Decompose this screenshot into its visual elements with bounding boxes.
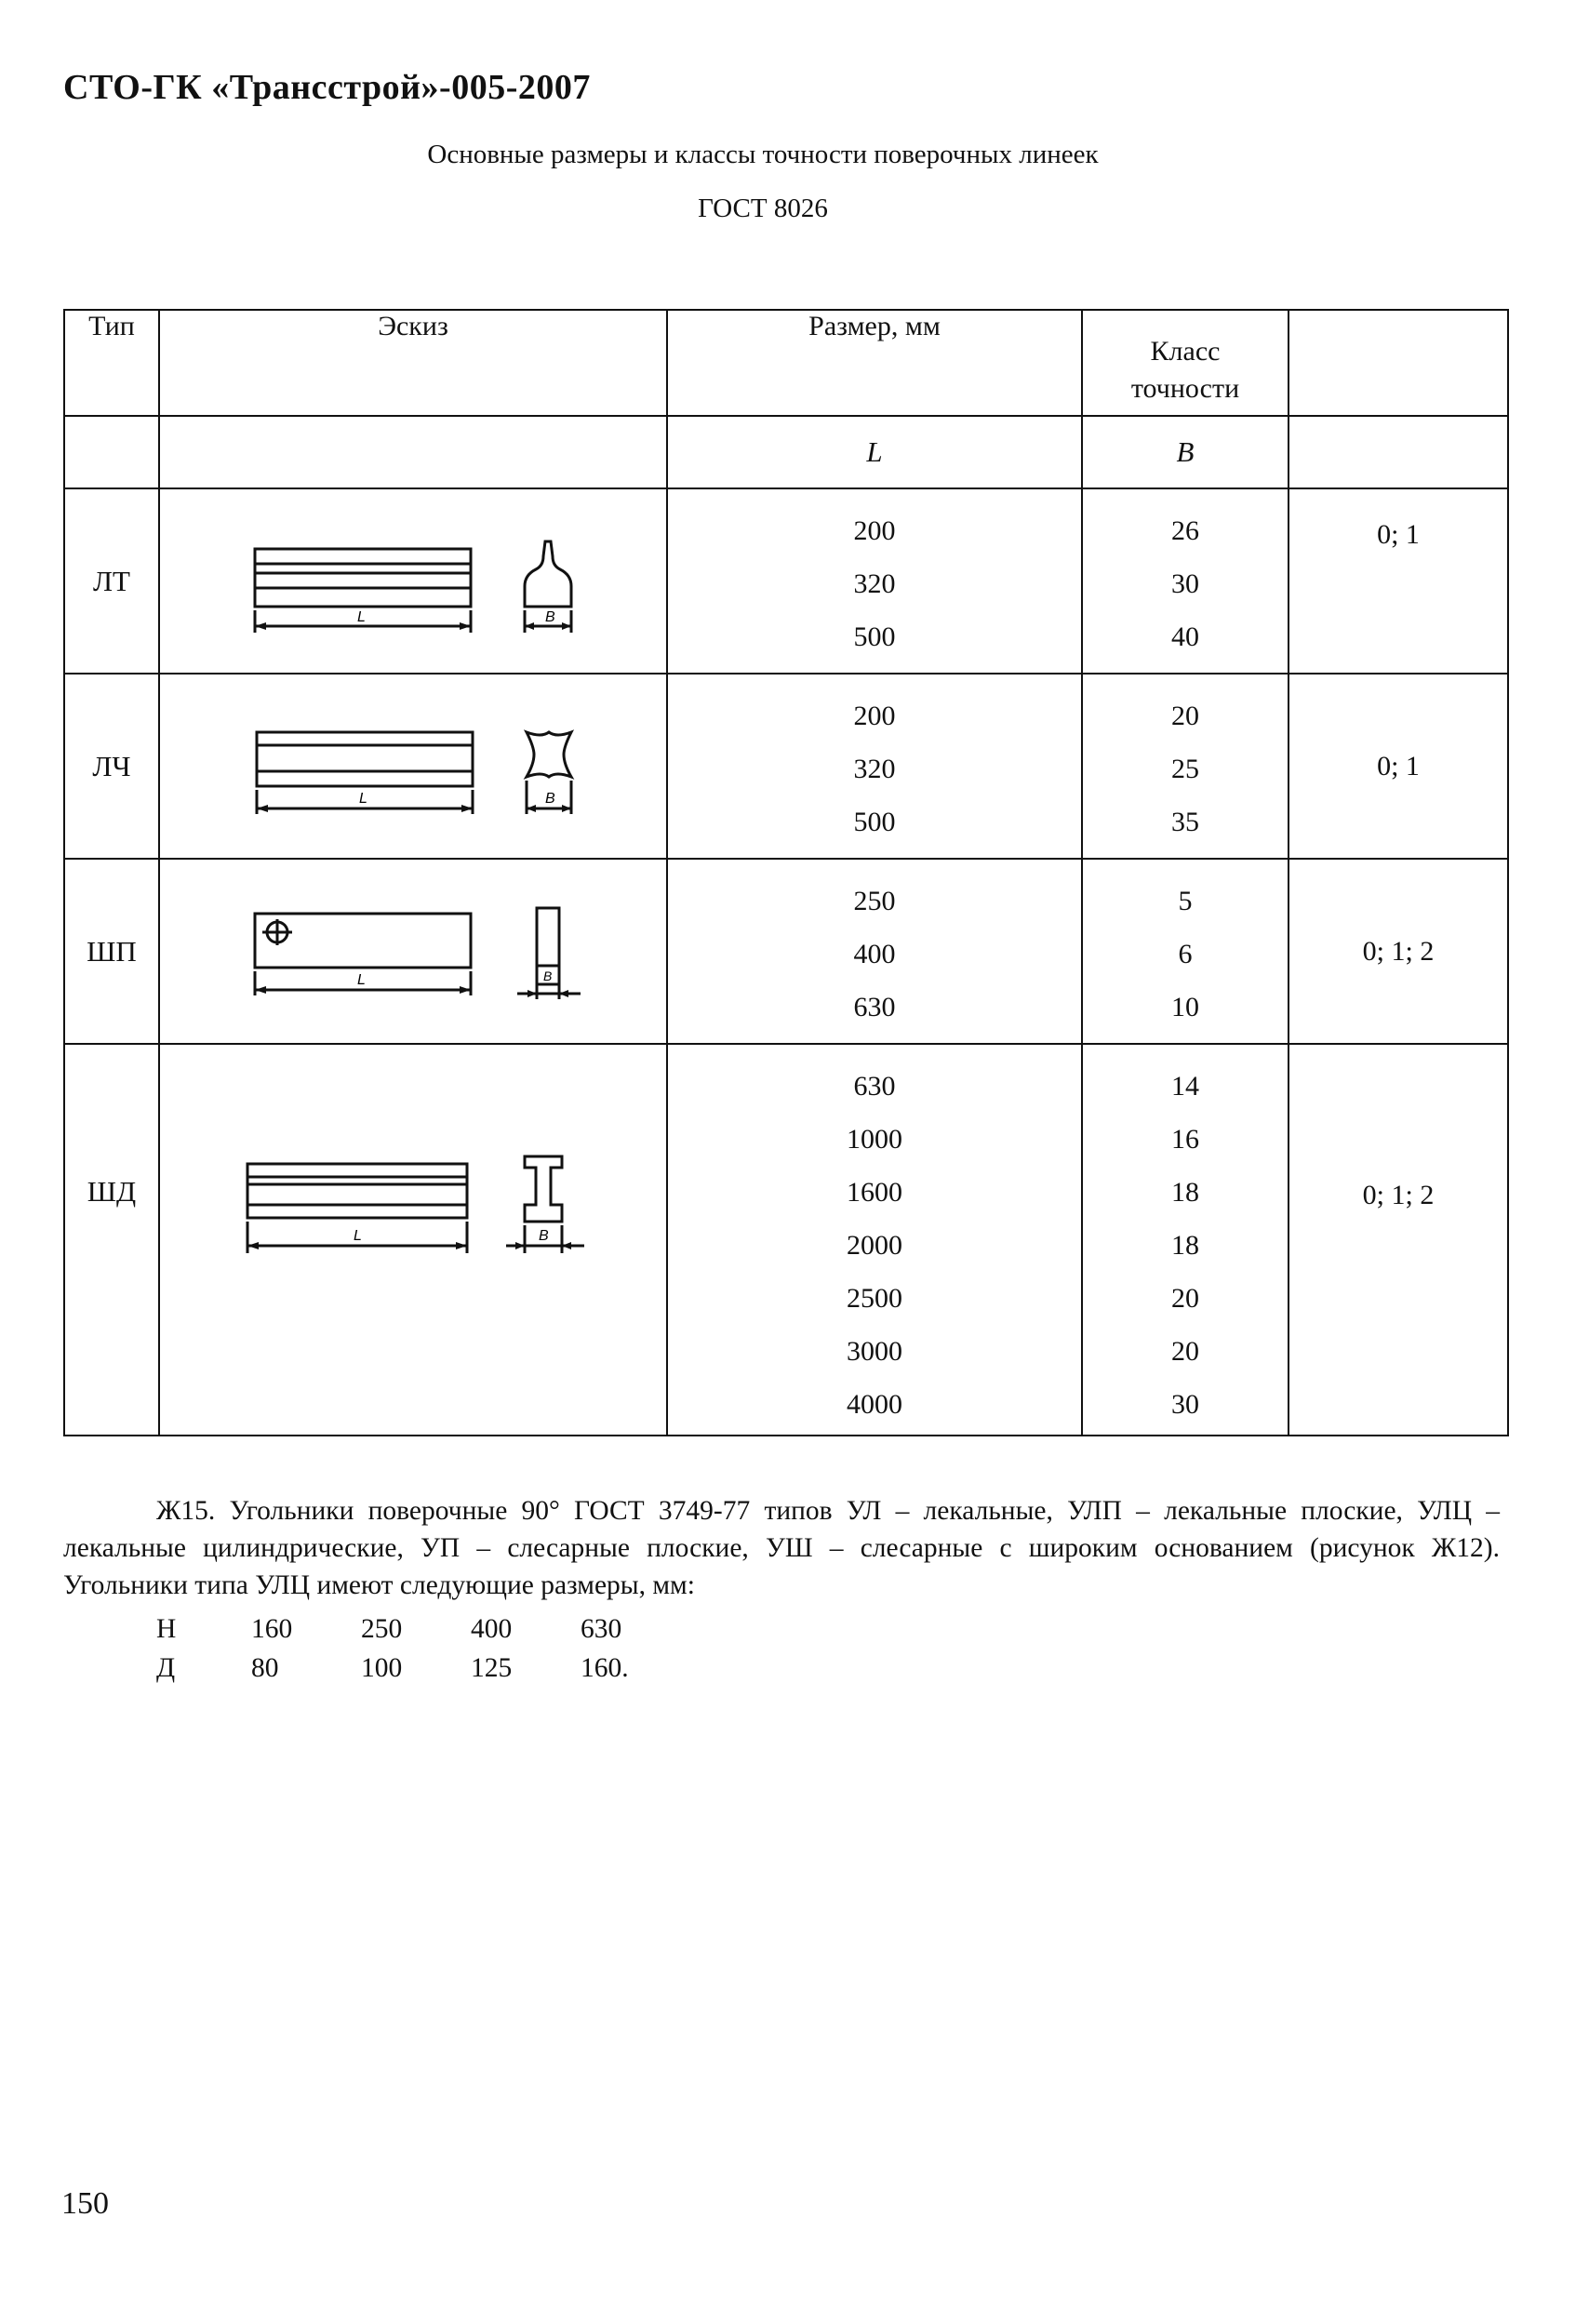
dimension-value: 80 [251, 1653, 279, 1683]
lt-sketch-svg [218, 521, 608, 642]
sketch-label-length: L [359, 790, 367, 807]
value-B: 14 [1171, 1071, 1199, 1102]
header-type: Тип [64, 310, 159, 416]
header-empty [1289, 310, 1508, 416]
table-row [64, 488, 1508, 674]
row-class: 0; 1; 2 [1289, 1044, 1508, 1436]
row-L-values [667, 674, 1082, 859]
value-B: 30 [1171, 1389, 1199, 1420]
value-B: 20 [1171, 1336, 1199, 1367]
header-size: Размер, мм [667, 310, 1082, 416]
value-L: 400 [853, 939, 896, 969]
table-row [64, 859, 1508, 1044]
row-B-values [1082, 488, 1289, 674]
value-B: 20 [1171, 701, 1199, 731]
row-class: 0; 1; 2 [1289, 859, 1508, 1044]
dimension-label: Д [156, 1653, 176, 1683]
subheader-empty-type [64, 416, 159, 488]
sketch-label-width: B [545, 608, 555, 625]
subheader-empty-class [1289, 416, 1508, 488]
shd-sketch-svg [218, 1143, 608, 1264]
paragraph-zh15 [63, 1492, 1500, 1604]
value-B: 6 [1178, 939, 1193, 969]
row-B-values [1082, 674, 1289, 859]
dimension-value: 160. [581, 1653, 629, 1683]
sketch-label-width: B [539, 1228, 549, 1244]
value-L: 2000 [847, 1230, 902, 1261]
shp-sketch-svg [218, 891, 608, 1012]
table-caption: Основные размеры и классы точности поверочных линеек [427, 140, 1099, 169]
row-L-values [667, 1044, 1082, 1436]
table-row [64, 1044, 1508, 1436]
value-B: 20 [1171, 1283, 1199, 1314]
row-type: ЛЧ [64, 674, 159, 859]
lt-straightedge-sketch [159, 488, 667, 674]
value-B: 18 [1171, 1177, 1199, 1208]
value-B: 40 [1171, 621, 1199, 652]
dimension-row-d [156, 1649, 690, 1688]
row-L-values [667, 488, 1082, 674]
page-number: 150 [61, 2186, 109, 2221]
value-L: 2500 [847, 1283, 902, 1314]
value-L: 320 [853, 568, 896, 599]
document-code: СТО-ГК «Трансстрой»-005-2007 [63, 68, 591, 107]
value-L: 630 [853, 1071, 896, 1102]
subheader-L: L [667, 416, 1082, 488]
lch-straightedge-sketch [159, 674, 667, 859]
row-B-values [1082, 859, 1289, 1044]
row-type: ШП [64, 859, 159, 1044]
header-sketch: Эскиз [159, 310, 667, 416]
sketch-label-length: L [357, 971, 366, 988]
sketch-label-length: L [354, 1228, 362, 1244]
shp-straightedge-sketch [159, 859, 667, 1044]
value-L: 200 [853, 515, 896, 546]
dimension-value: 250 [361, 1614, 403, 1644]
table-row [64, 674, 1508, 859]
row-class: 0; 1 [1289, 674, 1508, 859]
row-type: ШД [64, 1044, 159, 1436]
value-L: 4000 [847, 1389, 902, 1420]
value-L: 3000 [847, 1336, 902, 1367]
shd-straightedge-sketch [159, 1044, 667, 1436]
value-L: 1000 [847, 1124, 902, 1155]
value-B: 16 [1171, 1124, 1199, 1155]
value-L: 1600 [847, 1177, 902, 1208]
header-accuracy-line2: точности [1130, 373, 1240, 404]
value-L: 250 [853, 886, 896, 916]
ulc-dimensions [156, 1609, 690, 1688]
value-B: 5 [1178, 886, 1193, 916]
value-L: 630 [853, 992, 896, 1022]
dimension-row-h [156, 1609, 690, 1649]
straightedge-table [63, 309, 1509, 1436]
table-header-row [64, 310, 1508, 416]
sketch-label-width: B [545, 790, 555, 807]
row-type: ЛТ [64, 488, 159, 674]
row-B-values [1082, 1044, 1289, 1436]
subheader-B: B [1082, 416, 1289, 488]
value-L: 500 [853, 621, 896, 652]
value-B: 30 [1171, 568, 1199, 599]
dimension-value: 160 [251, 1614, 293, 1644]
header-accuracy-line1: Класс [1150, 336, 1221, 367]
paragraph-text: Ж15. Угольники поверочные 90° ГОСТ 3749-77 типов УЛ – лекальные, УЛП – лекальные плоские, УЛЦ – лекальные цилиндрические, УП – слесарные плоские, УШ – слесарные с широким основанием (рисунок Ж12). Угольники типа УЛЦ имеют следующие размеры, мм: [63, 1496, 1500, 1600]
row-class: 0; 1 [1289, 488, 1508, 674]
dimension-label: Н [156, 1614, 177, 1644]
value-L: 200 [853, 701, 896, 731]
header-accuracy [1082, 310, 1289, 416]
value-B: 10 [1171, 992, 1199, 1022]
value-B: 18 [1171, 1230, 1199, 1261]
dimension-value: 125 [471, 1653, 513, 1683]
value-B: 25 [1171, 754, 1199, 784]
subheader-empty-sketch [159, 416, 667, 488]
value-L: 320 [853, 754, 896, 784]
lch-sketch-svg [218, 706, 608, 827]
value-L: 500 [853, 807, 896, 837]
value-B: 26 [1171, 515, 1199, 546]
value-B: 35 [1171, 807, 1199, 837]
sketch-label-width: B [543, 968, 553, 983]
dimension-value: 630 [581, 1614, 622, 1644]
sketch-label-length: L [357, 608, 366, 625]
standard-reference: ГОСТ 8026 [698, 194, 828, 223]
dimension-value: 100 [361, 1653, 403, 1683]
row-L-values [667, 859, 1082, 1044]
table-subheader-row [64, 416, 1508, 488]
dimension-value: 400 [471, 1614, 513, 1644]
